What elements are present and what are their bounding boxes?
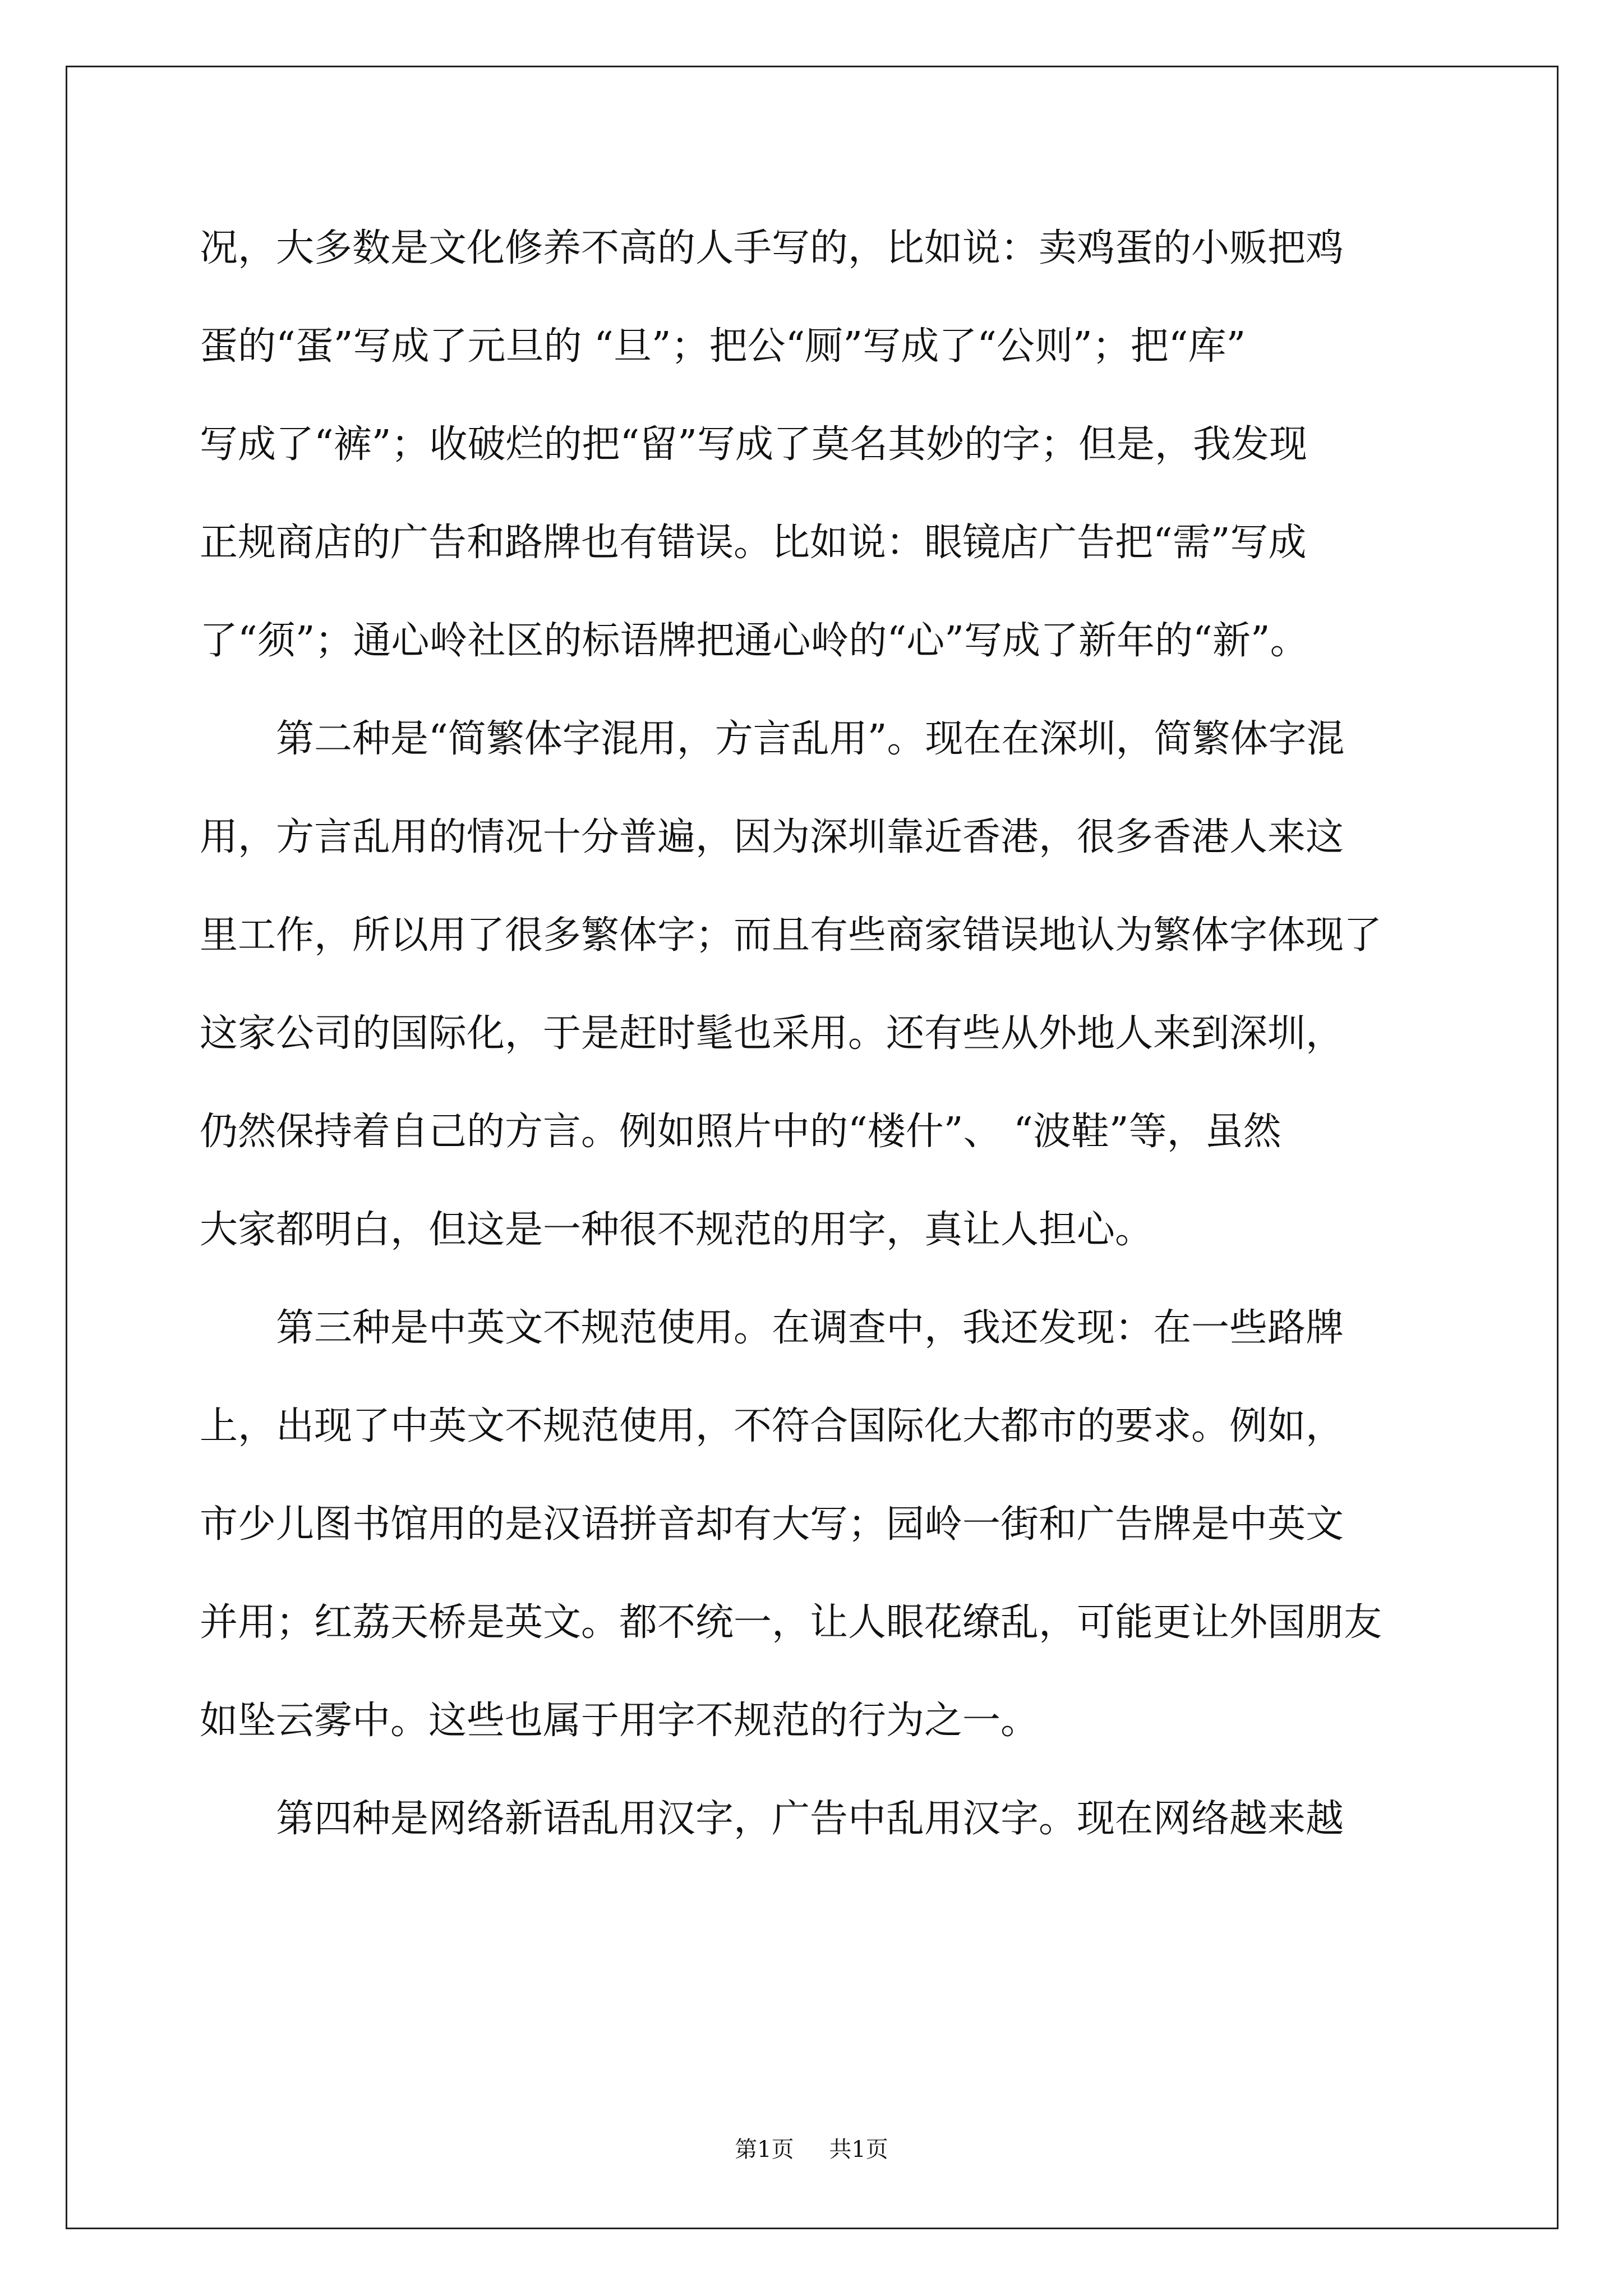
text-line: 里工作，所以用了很多繁体字；而且有些商家错误地认为繁体字体现了 <box>200 913 1382 958</box>
text-line: 如坠云雾中。这些也属于用字不规范的行为之一。 <box>200 1699 1039 1743</box>
page-footer <box>0 2132 1623 2164</box>
page-number: 第1页 <box>735 2137 794 2162</box>
text-line: 大家都明白，但这是一种很不规范的用字，真让人担心。 <box>200 1208 1154 1252</box>
text-line: 并用；红荔天桥是英文。都不统一，让人眼花缭乱，可能更让外国朋友 <box>200 1600 1382 1645</box>
text-line: 第四种是网络新语乱用汉字，广告中乱用汉字。现在网络越来越 <box>200 1797 1344 1841</box>
text-line: 了“须”；通心岭社区的标语牌把通心岭的“心”写成了新年的“新”。 <box>200 619 1308 663</box>
text-line: 况，大多数是文化修养不高的人手写的，比如说：卖鸡蛋的小贩把鸡 <box>200 226 1344 270</box>
text-line: 正规商店的广告和路牌也有错误。比如说：眼镜店广告把“需”写成 <box>200 521 1307 565</box>
document-body <box>200 212 1428 1881</box>
text-line: 第三种是中英文不规范使用。在调查中，我还发现：在一些路牌 <box>200 1306 1344 1350</box>
text-line: 上，出现了中英文不规范使用，不符合国际化大都市的要求。例如， <box>200 1404 1344 1448</box>
text-line: 市少儿图书馆用的是汉语拼音却有大写；园岭一街和广告牌是中英文 <box>200 1502 1344 1547</box>
text-line: 第二种是“简繁体字混用，方言乱用”。现在在深圳，简繁体字混 <box>200 717 1345 761</box>
page-total: 共1页 <box>829 2137 888 2162</box>
text-line: 这家公司的国际化，于是赶时髦也采用。还有些从外地人来到深圳， <box>200 1011 1344 1056</box>
text-line: 蛋的“蛋”写成了元旦的 “旦”；把公“厕”写成了“公则”；把“库” <box>200 324 1246 369</box>
text-line: 写成了“裤”；收破烂的把“留”写成了莫名其妙的字；但是，我发现 <box>200 422 1308 467</box>
text-line: 仍然保持着自己的方言。例如照片中的“楼什”、 “波鞋”等，虽然 <box>200 1110 1281 1154</box>
text-line: 用，方言乱用的情况十分普遍，因为深圳靠近香港，很多香港人来这 <box>200 815 1344 859</box>
